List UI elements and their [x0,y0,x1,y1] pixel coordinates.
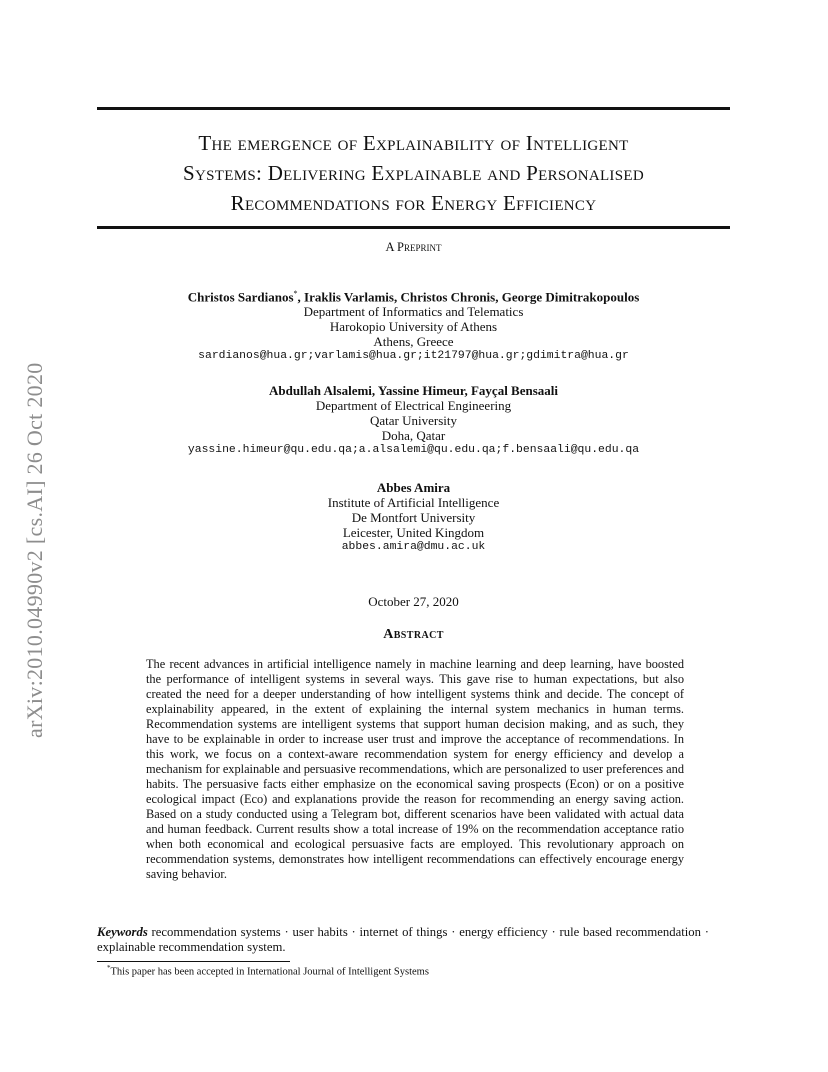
footnote-text: This paper has been accepted in International Journal of Intelligent Systems [110,966,429,978]
preprint-label: A Preprint [385,240,442,254]
abstract-body: The recent advances in artificial intelligence namely in machine learning and deep learning, have boosted the performance of intelligent systems in several ways. This gave rise to human expectations, but also created the need for a deeper understanding of how intelligent systems think and decide. The concept of explainability appeared, in the extent of explaining the internal system mechanics in human terms. Recommendation systems are intelligent systems that support human decision making, and as such, they have to be explainable in order to increase user trust and improve the acceptance of recommendations. In this work, we focus on a context-aware recommendation system for energy efficiency and develop a mechanism for explainable and persuasive recommendations, which are personalized to user preferences and habits. The persuasive facts either emphasize on the economical saving prospects (Econ) or on a positive ecological impact (Eco) and explanations provide the reason for recommending an energy saving action. Based on a study conducted using a Telegram bot, different scenarios have been validated with actual data and human feedback. Current results show a total increase of 19% on the recommendation acceptance ratio when both economical and ecological persuasive facts are employed. This revolutionary approach on recommendation systems, demonstrates how intelligent recommendations can effectively encourage energy saving behavior. [146,657,684,881]
author-group-qu [97,383,730,458]
author-location: Leicester, United Kingdom [342,525,485,540]
author-location: Doha, Qatar [381,428,446,443]
author-first: Christos Sardianos [187,289,294,305]
author-department: Department of Informatics and Telematics [303,304,524,320]
footnote-mark: * [107,964,111,972]
author-names [97,286,730,304]
footnote-rule [97,961,290,962]
author-emails: sardianos@hua.gr;varlamis@hua.gr;it21797@hua.gr;gdimitra@hua.gr [198,350,629,363]
author-names: Abbes Amira [376,480,451,495]
footnote [107,964,429,978]
title-top-rule [97,107,730,110]
author-institution: Qatar University [369,413,457,428]
author-institution: De Montfort University [351,510,476,525]
author-department: Department of Electrical Engineering [315,398,512,413]
keywords-section [97,925,709,955]
author-emails: abbes.amira@dmu.ac.uk [341,541,486,553]
author-group-dmu [97,480,730,555]
author-footnote-mark: * [293,289,298,298]
author-location: Athens, Greece [373,334,454,350]
paper-title [97,128,730,218]
author-department: Institute of Artificial Intelligence [327,495,500,510]
author-emails: yassine.himeur@qu.edu.qa;a.alsalemi@qu.edu.qa;f.bensaali@qu.edu.qa [187,444,640,456]
author-names: Abdullah Alsalemi, Yassine Himeur, Fayçal Bensaali [268,383,559,398]
title-bottom-rule [97,226,730,229]
author-group-hua [97,286,730,364]
author-rest: , Iraklis Varlamis, Christos Chronis, George Dimitrakopoulos [297,289,640,305]
arxiv-identifier-stamp: arXiv:2010.04990v2 [cs.AI] 26 Oct 2020 [22,362,47,738]
abstract-heading: Abstract [383,627,444,642]
title-line: Systems: Delivering Explainable and Personalised [183,161,644,185]
keywords-list: recommendation systems · user habits · internet of things · energy efficiency · rule based recommendation · explainable recommendation system. [97,925,709,954]
title-line: Recommendations for Energy Efficiency [230,191,597,215]
keywords-label: Keywords [97,925,148,939]
author-institution: Harokopio University of Athens [329,319,498,335]
title-line: The emergence of Explainability of Intelligent [198,131,629,155]
publication-date: October 27, 2020 [368,594,459,609]
